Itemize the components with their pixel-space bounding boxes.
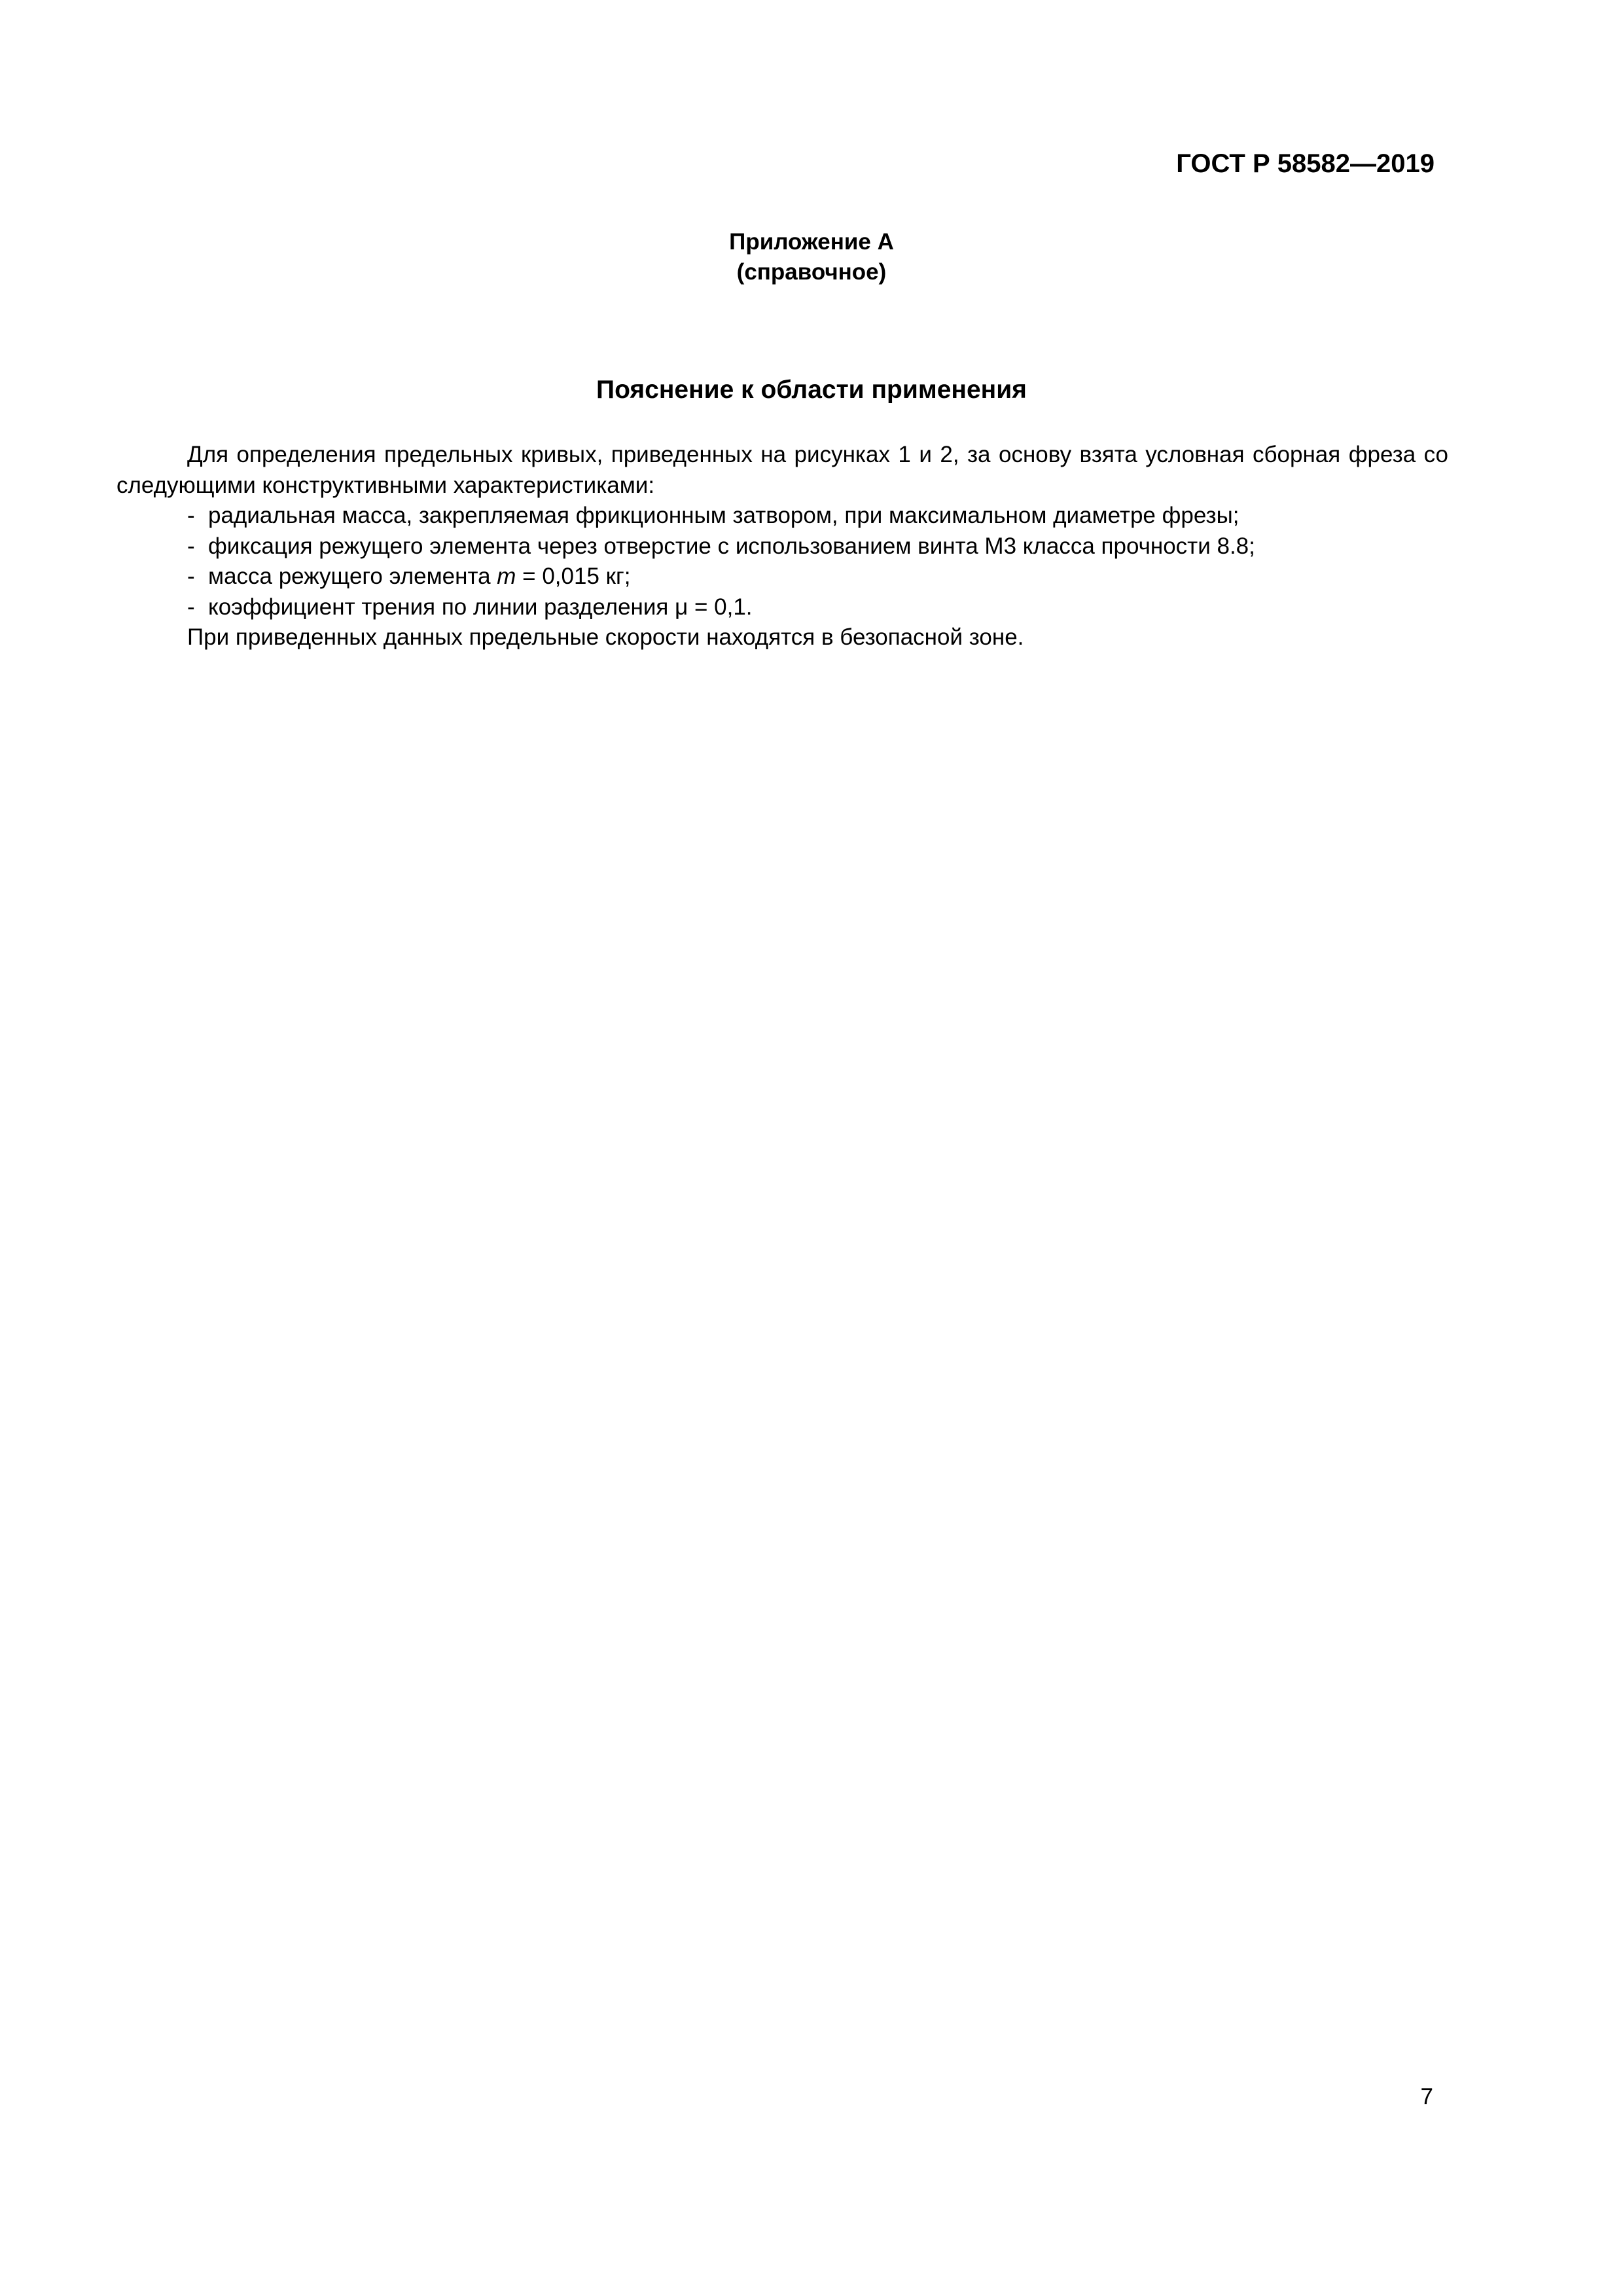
list-item-text-before: масса режущего элемента	[208, 564, 497, 589]
body-text	[116, 440, 1448, 653]
appendix-type: (справочное)	[736, 259, 887, 285]
document-code: ГОСТ Р 58582—2019	[1176, 149, 1435, 178]
list-item	[116, 531, 1448, 562]
closing-paragraph: При приведенных данных предельные скорости находятся в безопасной зоне.	[187, 624, 1024, 650]
list-item-text: коэффициент трения по линии разделения μ = 0,1.	[208, 594, 753, 620]
list-item	[116, 501, 1448, 531]
intro-paragraph: Для определения предельных кривых, приведенных на рисунках 1 и 2, за основу взята условная сборная фреза со следующими конструктивными характеристиками:	[116, 442, 1448, 498]
appendix-title: Приложение А	[729, 229, 894, 255]
list-marker: -	[187, 594, 195, 620]
list-item-text-after: = 0,015 кг;	[516, 564, 631, 589]
mass-variable: m	[497, 564, 516, 589]
page-number: 7	[1420, 2084, 1433, 2109]
appendix-heading	[0, 227, 1623, 287]
section-title: Пояснение к области применения	[596, 376, 1027, 404]
list-marker: -	[187, 533, 195, 559]
list-item	[116, 562, 1448, 592]
list-marker: -	[187, 564, 195, 589]
characteristics-list	[116, 501, 1448, 622]
list-item	[116, 592, 1448, 623]
list-item-text: радиальная масса, закрепляемая фрикционным затвором, при максимальном диаметре фрезы;	[208, 503, 1240, 528]
list-marker: -	[187, 503, 195, 528]
list-item-text: фиксация режущего элемента через отверстие с использованием винта М3 класса прочности 8.8;	[208, 533, 1255, 559]
